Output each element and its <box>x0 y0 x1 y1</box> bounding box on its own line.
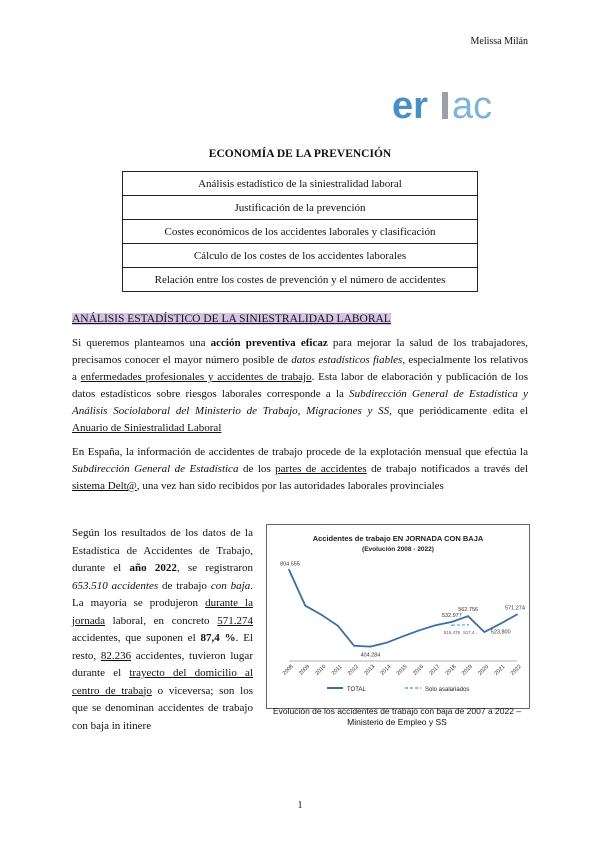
data-point <box>288 569 290 571</box>
chart-caption: Evolución de los accidentes de trabajo con baja de 2007 a 2022 – Ministerio de Empleo y SS <box>272 706 522 727</box>
toc-item: Relación entre los costes de prevención y el número de accidentes <box>123 268 478 292</box>
data-point <box>435 624 437 626</box>
logo-text-ac: ac <box>452 85 493 124</box>
paragraph-results: Según los resultados de los datos de la Estadística de Accidentes de Trabajo, durante el año 2022, se registraron 653.510 accidentes de trabajo con baja. La mayoría se produjeron durante la jornada laboral, en concreto 571.274 accidentes, que suponen el 87,4 %. El resto, 82.236 accidentes, tuvieron lugar durante el trayecto del domicilio al centro de trabajo o viceversa; son los que se denominan accidentes de trabajo con baja in itinere <box>72 527 254 732</box>
contents-table <box>122 171 478 292</box>
data-label: 804.555 <box>280 561 300 568</box>
data-point <box>304 605 306 607</box>
logo-text-er: er <box>392 85 428 124</box>
section-heading: ANÁLISIS ESTADÍSTICO DE LA SINIESTRALIDAD LABORAL <box>72 313 391 325</box>
x-tick-label: 2020 <box>477 663 491 677</box>
legend-total: TOTAL <box>347 687 366 693</box>
paragraph-intro: Si queremos planteamos una acción preventiva eficaz para mejorar la salud de los trabajadores, precisamos conocer el mayor número posible de datos estadísticos fiables, especialmente los relativos a enfermedades profesionales y accidentes de trabajo. Esta labor de elaboración y publicación de los datos estadísticos sobre riesgos laborales corresponde a la Subdirección General de Estadística y Análisis Sociolaboral del Ministerio de Trabajo, Migraciones y SS, que periódicamente edita el Anuario de Siniestralidad Laboral <box>72 337 529 434</box>
data-label: 532.977 <box>441 612 462 619</box>
author-name: Melissa Milán <box>470 36 528 47</box>
x-tick-label: 2012 <box>346 663 360 677</box>
x-tick-label: 2016 <box>412 663 426 677</box>
x-tick-label: 2008 <box>281 663 295 677</box>
toc-item: Justificación de la prevención <box>123 196 478 220</box>
chart-container <box>266 524 530 709</box>
x-tick-label: 2019 <box>460 663 474 677</box>
x-tick-label: 2018 <box>444 663 458 677</box>
data-point <box>467 615 469 617</box>
data-point <box>353 645 355 647</box>
data-point <box>386 642 388 644</box>
data-point <box>451 624 453 626</box>
page-number: 1 <box>297 800 303 811</box>
data-point <box>451 621 453 623</box>
data-label: 571.274 <box>505 605 525 612</box>
x-tick-label: 2022 <box>509 663 523 677</box>
toc-item: Análisis estadístico de la siniestralidad laboral <box>123 172 478 196</box>
erlac-logo <box>392 84 520 124</box>
data-point <box>516 614 518 616</box>
series-line-total <box>289 570 517 647</box>
data-point <box>337 625 339 627</box>
data-point <box>402 635 404 637</box>
data-label-asalariados: 515.476 <box>443 630 460 636</box>
data-point <box>321 614 323 616</box>
paragraph-spain: En España, la información de accidentes de trabajo procede de la explotación mensual que efectúa la Subdirección General de Estadística de los partes de accidentes de trabajo notificados a través del sistema Delt@, una vez han sido recibidos por las autoridades laborales provinciales <box>72 446 528 492</box>
data-label-asalariados: 517.4.. <box>463 629 478 635</box>
toc-item: Cálculo de los costes de los accidentes laborales <box>123 244 478 268</box>
data-point <box>418 629 420 631</box>
data-label: 523.800 <box>490 629 511 636</box>
x-tick-label: 2017 <box>428 663 442 677</box>
x-tick-label: 2011 <box>330 663 344 677</box>
x-tick-label: 2015 <box>395 663 409 677</box>
document-title: ECONOMÍA DE LA PREVENCIÓN <box>208 148 392 160</box>
x-tick-label: 2013 <box>363 663 377 677</box>
accidents-line-chart <box>267 525 529 708</box>
toc-item: Costes económicos de los accidentes laborales y clasificación <box>123 220 478 244</box>
data-label: 404.284 <box>360 652 381 659</box>
data-point <box>467 624 469 626</box>
legend-asalariados: Solo asalariados <box>425 687 470 693</box>
data-point <box>500 623 502 625</box>
data-label: 562.756 <box>458 607 479 614</box>
logo-bar <box>442 92 448 119</box>
x-tick-label: 2010 <box>314 663 328 677</box>
chart-subtitle: (Evolución 2008 - 2022) <box>362 546 434 553</box>
x-tick-label: 2009 <box>298 663 312 677</box>
data-point <box>370 646 372 648</box>
chart-title: Accidentes de trabajo EN JORNADA CON BAJA <box>312 534 484 543</box>
data-point <box>484 631 486 633</box>
x-tick-label: 2014 <box>379 663 393 677</box>
x-tick-label: 2021 <box>493 663 507 677</box>
